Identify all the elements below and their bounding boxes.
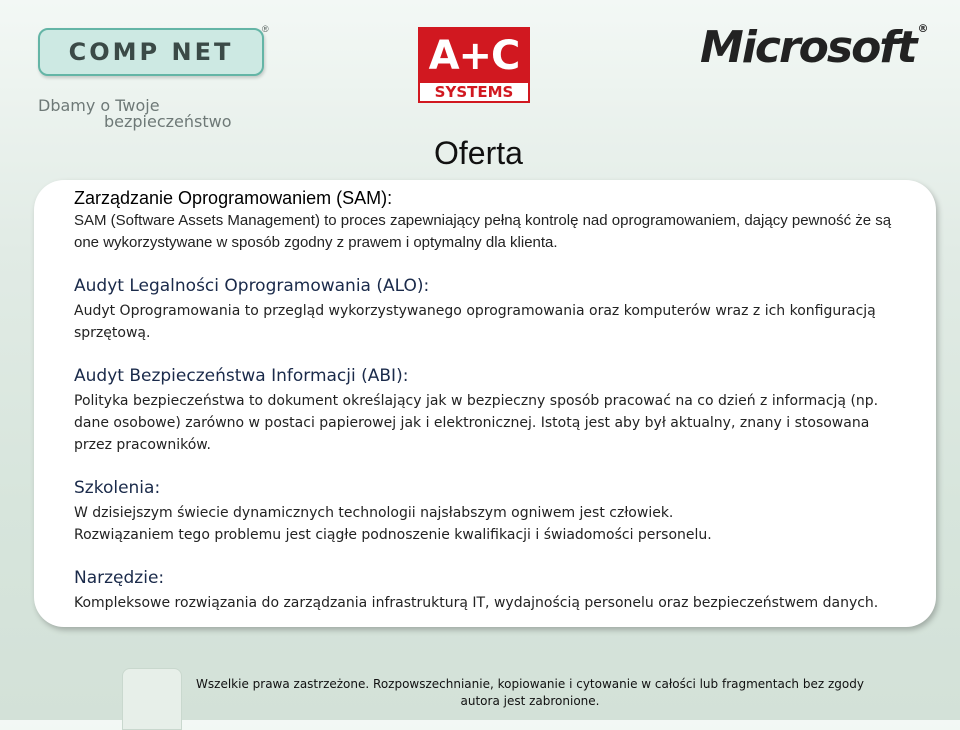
section-text: Audyt Oprogramowania to przegląd wykorzystywanego oprogramowania oraz komputerów wraz z ich konfiguracją sprzętową.	[74, 303, 876, 341]
tagline-line1: Dbamy o Twoje	[38, 96, 160, 115]
section-szkolenia	[74, 476, 906, 546]
compnet-tagline	[38, 98, 278, 130]
section-alo	[74, 274, 906, 344]
compnet-logo	[38, 28, 264, 76]
ac-logo-systems: SYSTEMS	[434, 83, 514, 101]
section-heading: Audyt Bezpieczeństwa Informacji (ABI):	[74, 366, 409, 386]
ac-systems-logo	[418, 27, 530, 103]
compnet-registered-mark: ®	[262, 24, 269, 34]
ac-logo-mark: A+C	[420, 29, 528, 83]
section-abi	[74, 364, 906, 456]
section-heading: Audyt Legalności Oprogramowania (ALO):	[74, 276, 430, 296]
microsoft-registered-mark: ®	[917, 22, 927, 35]
section-text-line2: Rozwiązaniem tego problemu jest ciągłe podnoszenie kwalifikacji i świadomości personelu.	[74, 527, 712, 543]
section-text: SAM (Software Assets Management) to proces zapewniający pełną kontrolę nad oprogramowaniem, dający pewność że są one wykorzystywane w sposób zgodny z prawem i optymalny dla klienta.	[74, 212, 892, 251]
microsoft-logo	[700, 22, 926, 73]
page-title: Oferta	[434, 135, 523, 171]
section-narzedzie	[74, 566, 906, 614]
section-text: Polityka bezpieczeństwa to dokument określający jak w bezpieczny sposób pracować na co dzień z informacją (np. dane osobowe) zarówno w postaci papierowej jak i elektronicznej. Istotą jest aby był aktualny, znany i stosowana przez pracowników.	[74, 393, 879, 453]
section-heading: Narzędzie:	[74, 568, 165, 588]
section-text: Kompleksowe rozwiązania do zarządzania infrastrukturą IT, wydajnością personelu oraz bezpieczeństwem danych.	[74, 595, 879, 611]
section-text-line1: W dzisiejszym świecie dynamicznych technologii najsłabszym ogniwem jest człowiek.	[74, 505, 674, 521]
microsoft-logo-text: Microsoft	[700, 22, 916, 73]
section-sam	[74, 186, 906, 254]
section-heading: Szkolenia:	[74, 478, 161, 498]
footer-line1: Wszelkie prawa zastrzeżone. Rozpowszechnianie, kopiowanie i cytowanie w całości lub fragmentach bez zgody	[196, 677, 864, 691]
section-text	[74, 502, 906, 546]
offer-card	[34, 180, 936, 627]
section-heading: Zarządzanie Oprogramowaniem (SAM):	[74, 188, 393, 208]
footer-line2: autora jest zabronione.	[460, 694, 600, 708]
footer-decoration	[122, 668, 182, 730]
compnet-logo-text: COMP NET	[68, 38, 234, 66]
copyright-footer	[190, 676, 870, 710]
tagline-line2: bezpieczeństwo	[104, 112, 232, 131]
